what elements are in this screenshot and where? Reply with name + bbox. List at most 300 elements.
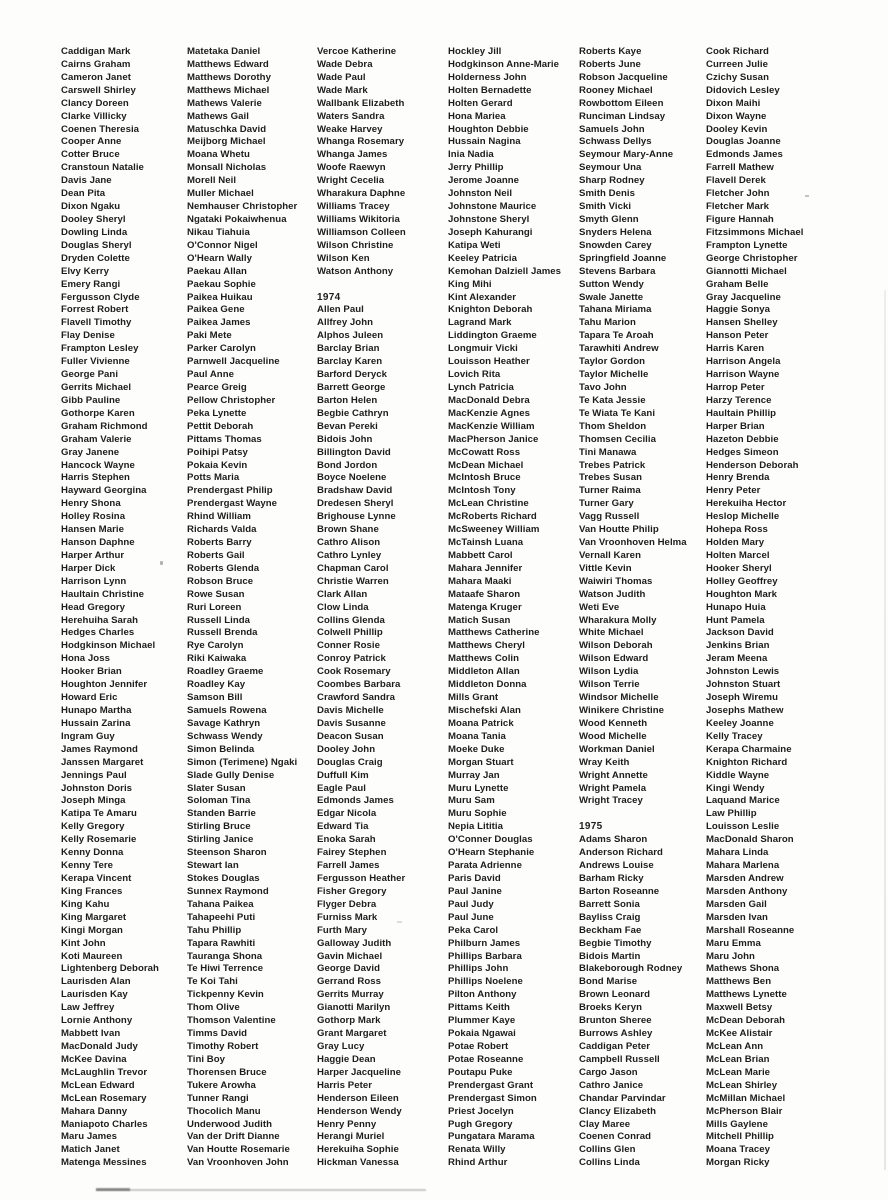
name-entry: Katipa Weti: [448, 239, 501, 251]
name-entry: Williams Wikitoria: [317, 213, 400, 225]
name-entry: Forrest Robert: [61, 304, 129, 316]
name-entry: Cairns Graham: [61, 58, 131, 70]
name-entry: Hunapo Huia: [706, 601, 766, 613]
name-entry: Jeram Meena: [706, 653, 768, 665]
name-entry: Matenga Kruger: [448, 601, 522, 613]
name-entry: Hanson Peter: [706, 330, 769, 342]
name-entry: Lornie Anthony: [61, 1015, 133, 1027]
name-entry: Cargo Jason: [579, 1066, 638, 1078]
name-entry: Gavin Michael: [317, 950, 383, 962]
name-entry: Te Wiata Te Kani: [579, 407, 656, 419]
name-entry: Holten Gerard: [448, 97, 513, 109]
name-entry: McLean Edward: [61, 1079, 135, 1091]
name-entry: Cook Rosemary: [317, 666, 391, 678]
name-entry: Rowbottom Eileen: [579, 97, 664, 109]
name-entry: Weti Eve: [579, 601, 620, 613]
name-entry: Coombes Barbara: [317, 679, 401, 691]
name-entry: Haggie Sonya: [706, 304, 771, 316]
name-entry: Giannotti Michael: [706, 265, 787, 277]
name-entry: Rhind William: [187, 511, 251, 523]
name-entry: Brown Leonard: [579, 989, 651, 1001]
name-entry: Hohepa Ross: [706, 524, 768, 536]
name-entry: Van Vroonhoven Helma: [579, 537, 687, 549]
name-entry: Gianotti Marilyn: [317, 1002, 391, 1014]
name-entry: Wharakura Molly: [579, 614, 657, 626]
name-entry: Gothorp Mark: [317, 1015, 381, 1027]
name-entry: King Kahu: [61, 898, 110, 910]
name-entry: Joseph Minga: [61, 795, 126, 807]
name-entry: Anderson Richard: [579, 847, 663, 859]
name-entry: Parata Adrienne: [448, 860, 522, 872]
name-entry: Timms David: [187, 1028, 248, 1040]
name-entry: Kint Alexander: [448, 291, 517, 303]
name-entry: Billington David: [317, 446, 391, 458]
name-entry: Bond Jordon: [317, 459, 378, 471]
name-entry: Gerrits Michael: [61, 381, 132, 393]
name-entry: Harper Jacqueline: [317, 1066, 402, 1078]
name-entry: Barrett George: [317, 381, 386, 393]
name-entry: Hayward Georgina: [61, 485, 147, 497]
name-entry: Hussain Nagina: [448, 136, 521, 148]
name-entry: Dixon Wayne: [706, 110, 767, 122]
name-entry: Fitzsimmons Michael: [706, 226, 804, 238]
name-entry: Hunt Pamela: [706, 614, 765, 626]
name-entry: Simon Belinda: [187, 743, 255, 755]
name-entry: Matich Susan: [448, 614, 511, 626]
name-entry: Russell Linda: [187, 614, 251, 626]
name-entry: Tunner Rangi: [187, 1092, 249, 1104]
name-entry: Harris Peter: [317, 1079, 372, 1091]
name-entry: Woofe Raewyn: [317, 162, 386, 174]
name-entry: Davis Jane: [61, 175, 112, 187]
name-entry: Tapara Rawhiti: [187, 937, 256, 949]
blank-line: [579, 808, 687, 821]
name-entry: Fairey Stephen: [317, 847, 387, 859]
name-entry: Edward Tia: [317, 821, 369, 833]
name-entry: Wood Kenneth: [579, 717, 648, 729]
name-entry: Haultain Phillip: [706, 407, 777, 419]
name-entry: Liddington Graeme: [448, 330, 537, 342]
name-entry: Knighton Deborah: [448, 304, 533, 316]
name-entry: Barham Ricky: [579, 873, 644, 884]
name-entry: Eagle Paul: [317, 782, 367, 794]
name-entry: Matthews Colin: [448, 653, 520, 665]
name-entry: Mahara Maaki: [448, 575, 512, 587]
name-entry: Wade Paul: [317, 71, 366, 83]
name-entry: George Pani: [61, 369, 119, 381]
name-entry: Potae Robert: [448, 1040, 509, 1052]
name-entry: Paul Janine: [448, 885, 502, 897]
name-entry: Wright Tracey: [579, 795, 643, 807]
name-entry: Matthews Dorothy: [187, 71, 271, 83]
name-entry: Thom Sheldon: [579, 420, 647, 432]
name-entry: Mabbett Carol: [448, 549, 513, 561]
name-entry: Wilson Deborah: [579, 640, 653, 652]
name-entry: MacKenzie Agnes: [448, 407, 530, 419]
name-entry: Peka Carol: [448, 924, 499, 936]
name-entry: Clarke Villicky: [61, 110, 127, 122]
name-entry: Blakeborough Rodney: [579, 963, 683, 975]
name-entry: Dean Pita: [61, 188, 106, 200]
name-entry: Burrows Ashley: [579, 1028, 653, 1040]
name-entry: Chandar Parvindar: [579, 1092, 666, 1104]
name-entry: Mills Grant: [448, 692, 499, 704]
name-entry: Harrison Wayne: [706, 369, 780, 381]
name-entry: McLaughlin Trevor: [61, 1066, 148, 1078]
name-entry: Keeley Joanne: [706, 717, 774, 729]
name-entry: Ngataki Pokaiwhenua: [187, 213, 287, 225]
name-entry: Hazeton Debbie: [706, 433, 779, 445]
name-entry: Stokes Douglas: [187, 873, 260, 884]
name-entry: Bond Marise: [579, 976, 638, 988]
name-entry: Prendergast Simon: [448, 1092, 537, 1104]
name-entry: Johnston Stuart: [706, 679, 781, 691]
name-entry: Colwell Phillip: [317, 627, 383, 639]
name-entry: Collins Glenda: [317, 614, 385, 626]
name-entry: Mischefski Alan: [448, 705, 521, 717]
name-entry: Dryden Colette: [61, 252, 130, 264]
name-entry: Dooley Kevin: [706, 123, 768, 135]
name-entry: Henry Brenda: [706, 472, 770, 484]
name-entry: White Michael: [579, 627, 644, 639]
name-entry: Stirling Janice: [187, 834, 254, 846]
name-entry: Tini Manawa: [579, 446, 637, 458]
name-entry: MacKenzie William: [448, 420, 535, 432]
name-entry: Holten Bernadette: [448, 84, 532, 96]
name-entry: Conner Rosie: [317, 640, 380, 652]
name-entry: Kerapa Charmaine: [706, 743, 792, 755]
name-entry: Maniapoto Charles: [61, 1118, 148, 1130]
name-entry: Harrop Peter: [706, 381, 765, 393]
name-entry: Graham Valerie: [61, 433, 132, 445]
name-entry: Douglas Sheryl: [61, 239, 132, 251]
name-entry: O'Connor Nigel: [187, 239, 258, 251]
name-entry: Marsden Ivan: [706, 911, 768, 923]
name-entry: Frampton Lynette: [706, 239, 788, 251]
name-entry: Kerapa Vincent: [61, 873, 132, 884]
name-entry: Edmonds James: [317, 795, 394, 807]
name-entry: Johnstone Sheryl: [448, 213, 530, 225]
name-entry: Trebes Susan: [579, 472, 642, 484]
name-entry: Longmuir Vicki: [448, 343, 518, 355]
name-entry: Jerry Phillip: [448, 162, 504, 174]
name-entry: Galloway Judith: [317, 937, 392, 949]
name-entry: Andrews Louise: [579, 860, 654, 872]
name-entry: Workman Daniel: [579, 743, 655, 755]
name-entry: Matthews Ben: [706, 976, 772, 988]
name-entry: Graham Belle: [706, 278, 769, 290]
name-entry: Johnston Doris: [61, 782, 133, 794]
name-entry: Mabbett Ivan: [61, 1028, 121, 1040]
name-entry: Knighton Richard: [706, 756, 788, 768]
name-entry: Tapara Te Aroah: [579, 330, 654, 342]
name-entry: Prendergast Wayne: [187, 498, 278, 510]
name-entry: Thomson Valentine: [187, 1015, 276, 1027]
name-entry: Smith Denis: [579, 188, 635, 200]
name-entry: Sharp Rodney: [579, 175, 645, 187]
name-entry: Henderson Wendy: [317, 1105, 402, 1117]
name-entry: Van Vroonhoven John: [187, 1157, 289, 1169]
name-entry: Weake Harvey: [317, 123, 383, 135]
name-entry: Matetaka Daniel: [187, 46, 261, 57]
name-entry: Moeke Duke: [448, 743, 505, 755]
name-entry: Laquand Marice: [706, 795, 780, 807]
name-entry: Tahana Miriama: [579, 304, 652, 316]
name-entry: Hansen Shelley: [706, 317, 778, 329]
name-entry: Gray Jacqueline: [706, 291, 781, 303]
name-entry: Vercoe Katherine: [317, 46, 397, 57]
name-entry: Phillips Noelene: [448, 976, 523, 988]
name-entry: Didovich Lesley: [706, 84, 780, 96]
name-entry: Moana Patrick: [448, 717, 514, 729]
name-entry: O'Hearn Stephanie: [448, 847, 535, 859]
name-entry: Matthews Cheryl: [448, 640, 525, 652]
name-entry: Mahara Linda: [706, 847, 769, 859]
name-entry: Enoka Sarah: [317, 834, 376, 846]
name-entry: Thom Olive: [187, 1002, 240, 1014]
name-entry: Johnston Lewis: [706, 666, 780, 678]
name-entry: MacDonald Judy: [61, 1040, 138, 1052]
name-entry: Wilson Ken: [317, 252, 370, 264]
name-entry: Nemhauser Christopher: [187, 201, 298, 213]
name-entry: Hodgkinson Anne-Marie: [448, 58, 560, 70]
name-entry: McLean Rosemary: [61, 1092, 147, 1104]
name-entry: Barton Roseanne: [579, 885, 660, 897]
name-entry: Holley Geoffrey: [706, 575, 778, 587]
name-entry: Roberts Gail: [187, 549, 245, 561]
name-entry: Kint John: [61, 937, 106, 949]
name-entry: Rooney Michael: [579, 84, 653, 96]
name-entry: Matich Janet: [61, 1144, 120, 1156]
name-entry: King Frances: [61, 885, 123, 897]
name-entry: Broeks Keryn: [579, 1002, 642, 1014]
name-entry: Whanga James: [317, 149, 388, 161]
name-entry: Samuels Rowena: [187, 705, 267, 717]
name-entry: Haggie Dean: [317, 1053, 376, 1065]
name-entry: Douglas Craig: [317, 756, 383, 768]
name-entry: Roberts Kaye: [579, 46, 642, 57]
name-entry: Meijborg Michael: [187, 136, 266, 148]
name-entry: Wilson Terrie: [579, 679, 640, 691]
name-entry: Kenny Tere: [61, 860, 114, 872]
name-entry: Dooley Sheryl: [61, 213, 126, 225]
name-entry: Edgar Nicola: [317, 808, 377, 820]
name-entry: Fuller Vivienne: [61, 356, 130, 368]
name-entry: Turner Gary: [579, 498, 634, 510]
name-entry: McRoberts Richard: [448, 511, 537, 523]
name-entry: Morgan Stuart: [448, 756, 514, 768]
name-entry: Mathews Shona: [706, 963, 780, 975]
name-entry: Gothorpe Karen: [61, 407, 135, 419]
name-entry: McPherson Blair: [706, 1105, 783, 1117]
name-entry: McLean Ann: [706, 1040, 764, 1052]
name-entry: Crawford Sandra: [317, 692, 396, 704]
name-entry: Harper Arthur: [61, 549, 125, 561]
name-entry: Barclay Karen: [317, 356, 383, 368]
name-entry: Nepia Lititia: [448, 821, 504, 833]
year-header-1975: 1975: [579, 821, 603, 833]
name-entry: Wharakura Daphne: [317, 188, 406, 200]
name-entry: Wilson Christine: [317, 239, 394, 251]
name-entry: Seymour Una: [579, 162, 642, 174]
name-entry: Hancock Wayne: [61, 459, 135, 471]
name-entry: Cook Richard: [706, 46, 769, 57]
name-entry: Gray Lucy: [317, 1040, 365, 1052]
name-entry: Van Houtte Rosemarie: [187, 1144, 290, 1156]
name-entry: Begbie Cathryn: [317, 407, 389, 419]
name-entry: King Mihi: [448, 278, 492, 290]
name-entry: King Margaret: [61, 911, 127, 923]
name-entry: Mitchell Phillip: [706, 1131, 774, 1143]
name-entry: Mataafe Sharon: [448, 588, 521, 600]
name-entry: MacPherson Janice: [448, 433, 539, 445]
name-entry: Te Kata Jessie: [579, 394, 646, 406]
name-entry: Beckham Fae: [579, 924, 642, 936]
name-entry: Clark Allan: [317, 588, 368, 600]
name-entry: Cooper Anne: [61, 136, 122, 148]
name-entry: Tini Boy: [187, 1053, 226, 1065]
name-entry: Tahu Marion: [579, 317, 636, 329]
name-entry: Duffull Kim: [317, 769, 369, 781]
name-entry: Philburn James: [448, 937, 521, 949]
name-entry: Moana Tracey: [706, 1144, 771, 1156]
name-entry: Holley Rosina: [61, 511, 126, 523]
name-entry: Parnwell Jacqueline: [187, 356, 280, 368]
name-entry: Hooker Sheryl: [706, 562, 772, 574]
name-entry: Henderson Deborah: [706, 459, 799, 471]
name-entry: Hockley Jill: [448, 46, 502, 57]
name-entry: McKee Alistair: [706, 1028, 773, 1040]
name-entry: Matthews Lynette: [706, 989, 787, 1001]
name-entry: Harrison Angela: [706, 356, 781, 368]
name-entry: Pugh Gregory: [448, 1118, 513, 1130]
name-entry: Allen Paul: [317, 304, 364, 316]
name-entry: Barclay Brian: [317, 343, 380, 355]
name-entry: Paul Anne: [187, 369, 235, 381]
name-entry: McDean Michael: [448, 459, 524, 471]
name-entry: Flay Denise: [61, 330, 115, 342]
name-entry: Parker Carolyn: [187, 343, 256, 355]
name-entry: Lagrand Mark: [448, 317, 512, 329]
name-entry: Turner Raima: [579, 485, 641, 497]
name-entry: Farrell Mathew: [706, 162, 774, 174]
name-entry: Maxwell Betsy: [706, 1002, 773, 1014]
name-entry: Pungatara Marama: [448, 1131, 535, 1143]
name-entry: Collins Glen: [579, 1144, 636, 1156]
name-entry: McKee Davina: [61, 1053, 127, 1065]
name-entry: Bevan Pereki: [317, 420, 378, 432]
name-entry: Caddigan Mark: [61, 46, 131, 57]
year-header-1974: 1974: [317, 291, 341, 303]
name-entry: Smith Vicki: [579, 201, 632, 213]
name-entry: Conroy Patrick: [317, 653, 386, 665]
name-entry: Cathro Alison: [317, 537, 381, 549]
name-entry: Marsden Andrew: [706, 873, 784, 884]
name-entry: Morgan Ricky: [706, 1157, 770, 1169]
name-entry: Houghton Mark: [706, 588, 777, 600]
name-entry: Johnston Neil: [448, 188, 513, 200]
name-entry: Grant Margaret: [317, 1028, 387, 1040]
name-entry: Carswell Shirley: [61, 84, 136, 96]
name-entry: Hansen Marie: [61, 524, 124, 536]
name-entry: Farrell James: [317, 860, 380, 872]
name-entry: Lovich Rita: [448, 369, 501, 381]
name-column-1: [61, 46, 159, 1170]
name-entry: Roberts Barry: [187, 537, 252, 549]
name-entry: Paul June: [448, 911, 494, 923]
name-entry: Williams Tracey: [317, 201, 390, 213]
name-entry: Pettit Deborah: [187, 420, 254, 432]
name-entry: Coenen Theresia: [61, 123, 140, 135]
name-entry: Vittle Kevin: [579, 562, 632, 574]
name-entry: Bayliss Craig: [579, 911, 641, 923]
name-entry: Joseph Kahurangi: [448, 226, 533, 238]
name-entry: Dowling Linda: [61, 226, 128, 238]
blank-line: [317, 279, 406, 292]
name-column-4: [448, 46, 561, 1170]
name-entry: Savage Kathryn: [187, 717, 261, 729]
name-entry: McLean Christine: [448, 498, 529, 510]
name-entry: Mahara Danny: [61, 1105, 128, 1117]
name-entry: Furniss Mark: [317, 911, 378, 923]
name-entry: McCowatt Ross: [448, 446, 521, 458]
name-entry: O'Hearn Wally: [187, 252, 252, 264]
name-entry: Fletcher John: [706, 188, 770, 200]
name-entry: Rye Carolyn: [187, 640, 244, 652]
name-entry: Thorensen Bruce: [187, 1066, 267, 1078]
name-entry: Moana Whetu: [187, 149, 250, 161]
name-entry: Waters Sandra: [317, 110, 385, 122]
name-entry: Jackson David: [706, 627, 774, 639]
name-entry: Henderson Eileen: [317, 1092, 399, 1104]
name-entry: Wade Debra: [317, 58, 373, 70]
name-entry: Begbie Timothy: [579, 937, 652, 949]
name-entry: Robson Bruce: [187, 575, 254, 587]
name-entry: Clancy Doreen: [61, 97, 129, 109]
name-entry: Muru Sophie: [448, 808, 507, 820]
name-entry: Henry Shona: [61, 498, 121, 510]
name-entry: Edmonds James: [706, 149, 783, 161]
name-entry: Clancy Elizabeth: [579, 1105, 657, 1117]
name-entry: Louisson Leslie: [706, 821, 780, 833]
name-entry: Clay Maree: [579, 1118, 631, 1130]
name-entry: Barrett Sonia: [579, 898, 640, 910]
name-entry: Kingi Wendy: [706, 782, 765, 794]
name-entry: Barton Helen: [317, 394, 378, 406]
name-entry: Dixon Maihi: [706, 97, 761, 109]
name-entry: Taylor Michelle: [579, 369, 649, 381]
name-entry: Matuschka David: [187, 123, 267, 135]
name-entry: Coenen Conrad: [579, 1131, 652, 1143]
name-entry: Gerrits Murray: [317, 989, 384, 1001]
name-entry: Hunapo Martha: [61, 705, 132, 717]
name-entry: Koti Maureen: [61, 950, 123, 962]
name-entry: Law Phillip: [706, 808, 757, 820]
name-entry: Monsall Nicholas: [187, 162, 267, 174]
name-entry: Furth Mary: [317, 924, 368, 936]
name-entry: McDean Deborah: [706, 1015, 786, 1027]
name-entry: Laurisden Kay: [61, 989, 128, 1001]
name-entry: Hussain Zarina: [61, 717, 131, 729]
name-entry: Seymour Mary-Anne: [579, 149, 674, 161]
name-entry: Caddigan Peter: [579, 1040, 651, 1052]
scan-speck-artifact: [805, 195, 809, 197]
name-entry: Law Jeffrey: [61, 1002, 115, 1014]
name-entry: MacDonald Debra: [448, 394, 530, 406]
name-entry: Watson Judith: [579, 588, 646, 600]
name-entry: Emery Rangi: [61, 278, 121, 290]
name-entry: Poihipi Patsy: [187, 446, 248, 458]
